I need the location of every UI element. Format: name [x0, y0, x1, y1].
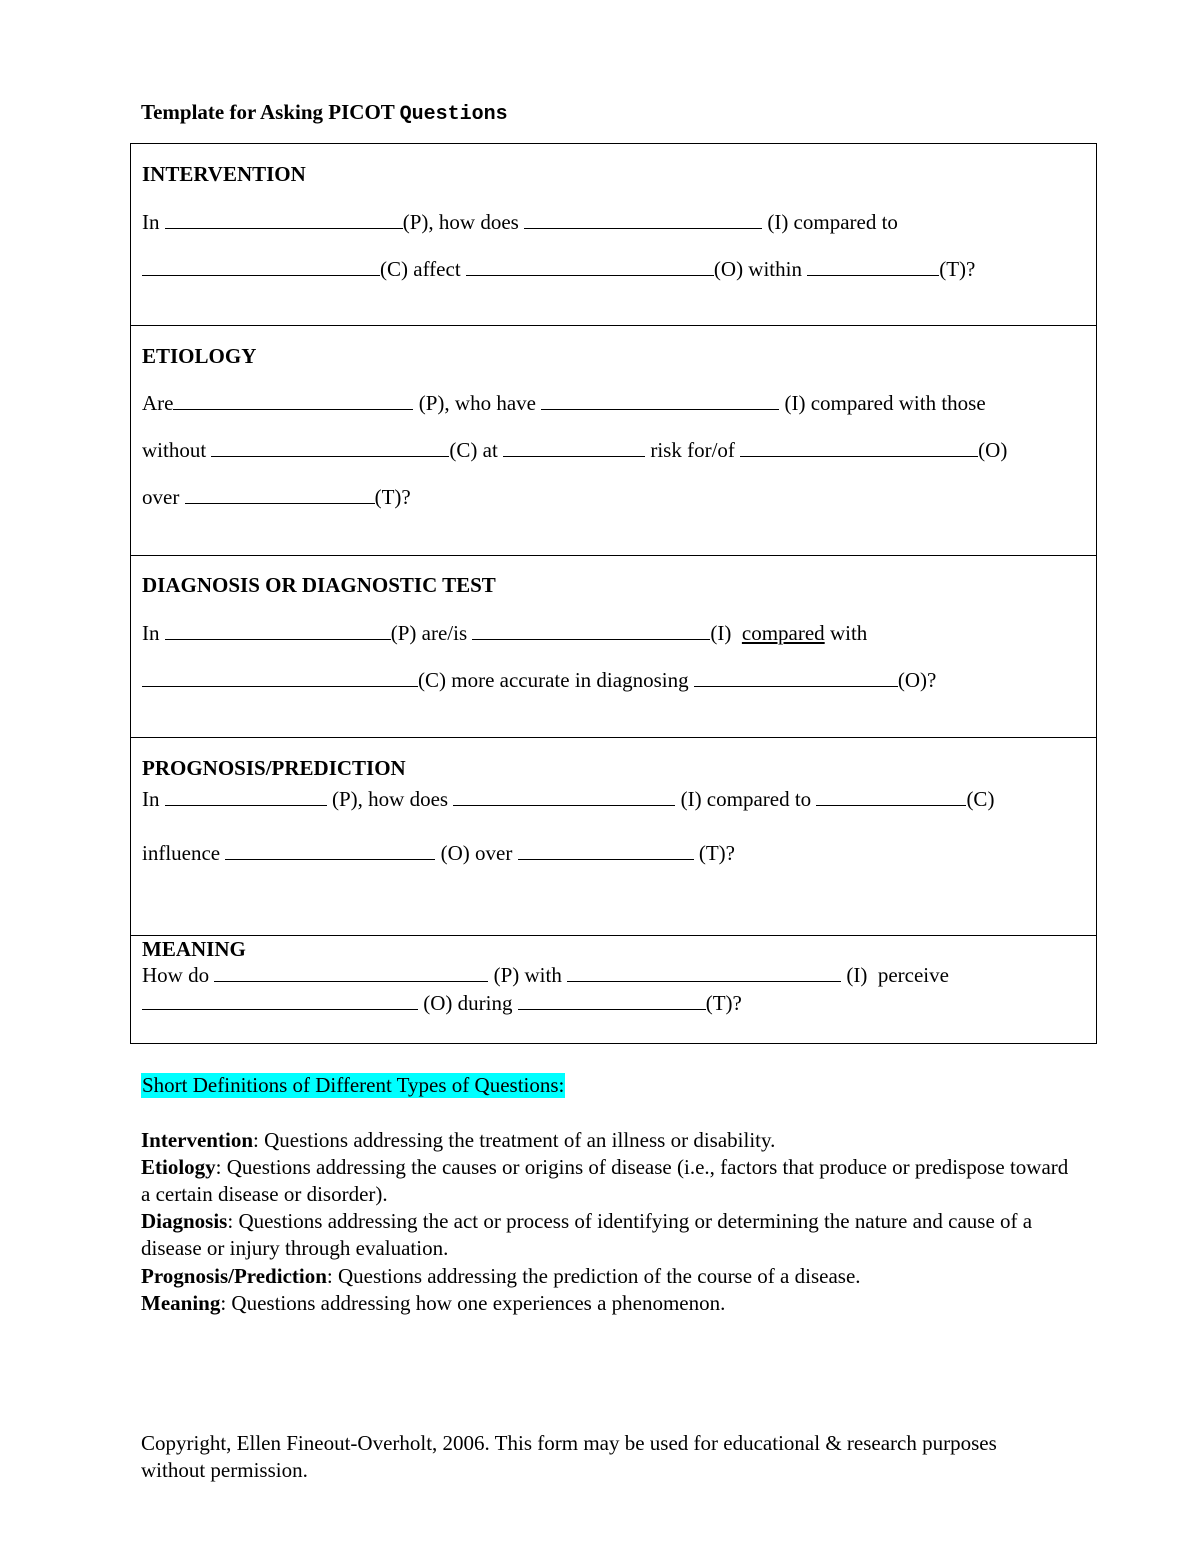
template-text: (C) more accurate in diagnosing — [418, 668, 689, 692]
blank-p[interactable] — [165, 621, 391, 640]
blank-p[interactable] — [165, 210, 403, 229]
template-text: over — [142, 485, 180, 509]
template-line — [142, 621, 867, 645]
blank-i[interactable] — [524, 210, 762, 229]
blank-o[interactable] — [740, 438, 978, 457]
blank-o[interactable] — [694, 668, 898, 687]
template-text: (T)? — [939, 257, 976, 281]
template-text: (I) perceive — [846, 963, 949, 987]
blank-p[interactable] — [214, 963, 488, 982]
template-text: (O) during — [423, 991, 513, 1015]
blank-risk[interactable] — [503, 438, 645, 457]
blank-p[interactable] — [165, 787, 327, 806]
blank-i[interactable] — [472, 621, 710, 640]
definition-text: : Questions addressing how one experiences a phenomenon. — [220, 1291, 726, 1315]
definition-item — [141, 1290, 1081, 1317]
definition-term: Meaning — [141, 1291, 221, 1315]
template-text: (C) affect — [380, 257, 461, 281]
definition-item — [141, 1154, 1081, 1208]
blank-i[interactable] — [453, 787, 675, 806]
blank-c[interactable] — [211, 438, 449, 457]
title-main: Template for Asking PICOT — [141, 100, 395, 124]
template-text: risk for/of — [650, 438, 735, 462]
template-line — [142, 991, 742, 1015]
blank-c[interactable] — [816, 787, 966, 806]
section-heading: MEANING — [142, 937, 246, 961]
blank-i[interactable] — [541, 391, 779, 410]
blank-p[interactable] — [173, 391, 413, 410]
title-mono: Questions — [399, 103, 508, 126]
template-text: In — [142, 621, 160, 645]
prognosis-section — [130, 738, 1097, 936]
template-line — [142, 210, 898, 234]
intervention-section — [130, 143, 1097, 326]
definitions-heading: Short Definitions of Different Types of Questions: — [142, 1073, 565, 1097]
blank-t[interactable] — [185, 485, 375, 504]
template-line — [142, 668, 936, 692]
meaning-section — [130, 936, 1097, 1044]
template-text: (O)? — [897, 668, 937, 692]
template-text: (P) with — [493, 963, 562, 987]
blank-o[interactable] — [225, 841, 435, 860]
etiology-section — [130, 326, 1097, 556]
definition-text: : Questions addressing the prediction of the course of a disease. — [326, 1264, 861, 1288]
blank-o[interactable] — [142, 991, 418, 1010]
blank-t[interactable] — [518, 841, 694, 860]
template-text: (T)? — [374, 485, 411, 509]
template-text: (T)? — [705, 991, 742, 1015]
blank-c[interactable] — [142, 257, 380, 276]
template-line — [142, 841, 735, 865]
template-line — [142, 438, 1007, 462]
template-text: Are — [142, 391, 174, 415]
blank-i[interactable] — [567, 963, 841, 982]
definition-text: : Questions addressing the act or process of identifying or determining the nature and cause of a disease or injury through evaluation. — [141, 1209, 1033, 1260]
template-text: (C) — [966, 787, 995, 811]
definition-term: Intervention — [141, 1128, 253, 1152]
template-text: (I) compared to — [767, 210, 898, 234]
copyright-notice: Copyright, Ellen Fineout-Overholt, 2006. This form may be used for educational & research purposes without permission. — [141, 1431, 997, 1482]
blank-o[interactable] — [466, 257, 714, 276]
diagnosis-section — [130, 556, 1097, 738]
blank-t[interactable] — [518, 991, 706, 1010]
template-text: (O) over — [440, 841, 513, 865]
template-text: influence — [142, 841, 221, 865]
template-line — [142, 787, 994, 811]
definition-term: Diagnosis — [141, 1209, 228, 1233]
template-line — [142, 963, 949, 987]
template-text: (P) are/is — [390, 621, 468, 645]
section-heading: PROGNOSIS/PREDICTION — [142, 756, 406, 780]
definition-item — [141, 1263, 1081, 1290]
template-text: In — [142, 210, 160, 234]
template-line — [142, 391, 986, 415]
template-text: (I) — [710, 621, 732, 645]
page-title — [141, 100, 508, 126]
template-text: (P), how does — [332, 787, 449, 811]
template-text: (C) at — [449, 438, 498, 462]
template-line — [142, 257, 975, 281]
definition-term: Etiology — [141, 1155, 216, 1179]
definition-text: : Questions addressing the treatment of an illness or disability. — [253, 1128, 776, 1152]
blank-t[interactable] — [807, 257, 939, 276]
section-heading: ETIOLOGY — [142, 344, 257, 368]
template-text: (P), who have — [418, 391, 536, 415]
template-text: (O) — [978, 438, 1008, 462]
template-text: without — [142, 438, 207, 462]
template-text: compared — [741, 621, 825, 645]
definition-text: : Questions addressing the causes or origins of disease (i.e., factors that produce or predispose toward a certain disease or disorder). — [141, 1155, 1069, 1206]
blank-c[interactable] — [142, 668, 418, 687]
template-text: (I) compared to — [680, 787, 812, 811]
definition-item — [141, 1208, 1081, 1262]
template-text: (O) within — [713, 257, 802, 281]
section-heading: INTERVENTION — [142, 162, 306, 186]
template-text: How do — [142, 963, 210, 987]
template-text: In — [142, 787, 160, 811]
template-line — [142, 485, 411, 509]
template-text: (I) compared with those — [784, 391, 986, 415]
definition-term: Prognosis/Prediction — [141, 1264, 327, 1288]
template-text: (P), how does — [402, 210, 519, 234]
section-heading: DIAGNOSIS OR DIAGNOSTIC TEST — [142, 573, 496, 597]
template-text: (T)? — [698, 841, 735, 865]
template-text: with — [829, 621, 868, 645]
definition-item — [141, 1127, 1081, 1154]
